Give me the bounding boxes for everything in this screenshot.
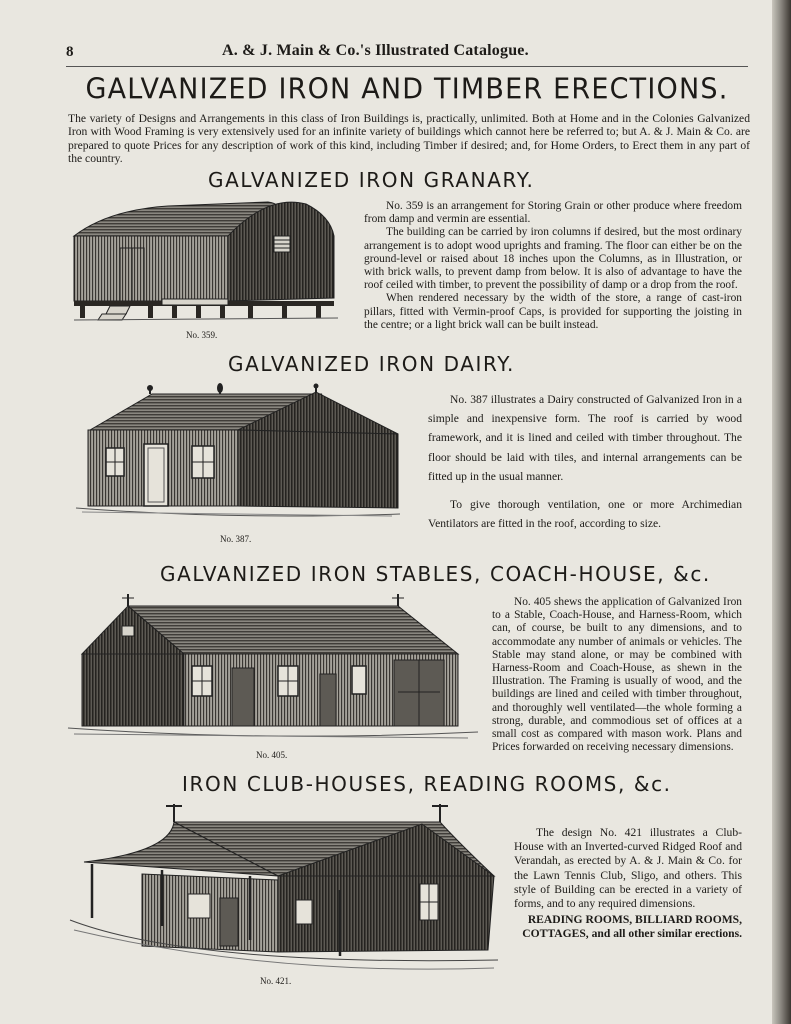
dairy-title: GALVANIZED IRON DAIRY. xyxy=(228,352,515,376)
clubhouse-caption: No. 421. xyxy=(260,976,292,986)
granary-title: GALVANIZED IRON GRANARY. xyxy=(208,168,535,192)
granary-paragraph-1: No. 359 is an arrangement for Storing Grain or other produce where freedom from damp and vermin are essential. xyxy=(364,200,742,226)
header-rule xyxy=(66,66,748,67)
running-header: A. & J. Main & Co.'s Illustrated Catalogue. xyxy=(222,42,529,59)
granary-paragraph-3: When rendered necessary by the width of the store, a range of cast-iron pillars, fitted with Vermin-proof Caps, is provided for supporting the joisting in the centre; or a light brick wall can be built instead. xyxy=(364,292,742,331)
stables-title: GALVANIZED IRON STABLES, COACH-HOUSE, &c. xyxy=(160,562,711,586)
granary-text xyxy=(364,200,742,332)
clubhouse-title: IRON CLUB-HOUSES, READING ROOMS, &c. xyxy=(182,772,672,796)
clubhouse-illustration xyxy=(70,800,500,972)
dairy-illustration xyxy=(72,384,402,524)
stables-paragraph-1: No. 405 shews the application of Galvanized Iron to a Stable, Coach-House, and Harness-Room, which can, of course, be built to any dimensions, and to accommodate any number of animals or vehicles. The Stable may stand alone, or may be combined with Harness-Room and Coach-House, as shewn in the Illustration. The Framing is usually of wood, and the buildings are lined and ceiled with timber throughout, and thoroughly well ventilated—the whole forming a strong, durable, and commodious set of offices at a small cost as compared with mason work. Plans and Prices forwarded on receiving necessary dimensions. xyxy=(492,596,742,754)
dairy-paragraph-1: No. 387 illustrates a Dairy constructed of Galvanized Iron in a simple and inexpensive form. The roof is carried by wood framework, and it is lined and ceiled with timber throughout. The floor should be laid with tiles, and internal arrangements can be fitted up in the usual manner. xyxy=(428,393,742,483)
intro-paragraph: The variety of Designs and Arrangements in this class of Iron Buildings is, practically, unlimited. Both at Home and in the Colonies Galvanized Iron with Wood Framing is very extensively used for an infinite variety of buildings which cannot here be referred to; but A. & J. Main & Co. are prepared to quote Prices for any description of work of this kind, including Timber if desired; and, for Home Orders, to Erect them in any part of the country. xyxy=(68,112,750,166)
stables-caption: No. 405. xyxy=(256,750,288,760)
page-number: 8 xyxy=(66,44,74,60)
dairy-caption: No. 387. xyxy=(220,534,252,544)
clubhouse-paragraph-1: The design No. 421 illustrates a Club-House with an Inverted-curved Ridged Roof and Verandah, as erected by A. & J. Main & Co. for the Lawn Tennis Club, Sligo, and others. This style of Building can be erected in a variety of forms, and to any required dimensions. xyxy=(514,826,742,911)
granary-caption: No. 359. xyxy=(186,330,218,340)
clubhouse-closing: READING ROOMS, BILLIARD ROOMS, COTTAGES, and all other similar erections. xyxy=(522,913,742,941)
dairy-paragraph-2: To give thorough ventilation, one or more Archimedian Ventilators are fitted in the roof, according to size. xyxy=(428,498,742,531)
stables-illustration xyxy=(68,592,478,742)
stables-text xyxy=(492,596,742,754)
dairy-text xyxy=(428,390,742,533)
granary-illustration xyxy=(68,196,343,326)
page-binding-edge xyxy=(772,0,791,1024)
clubhouse-text xyxy=(514,826,742,942)
granary-paragraph-2: The building can be carried by iron columns if desired, but the most ordinary arrangement is to adopt wood uprights and framing. The floor can either be on the ground-level or raised about 18 inches upon the Columns, as in Illustration, or with brick walls, to prevent damp from below. It is also of advantage to have the roof ceiled with timber, to prevent the possibility of damp or a drop from the roof. xyxy=(364,226,742,292)
main-title: GALVANIZED IRON AND TIMBER ERECTIONS. xyxy=(85,73,729,106)
